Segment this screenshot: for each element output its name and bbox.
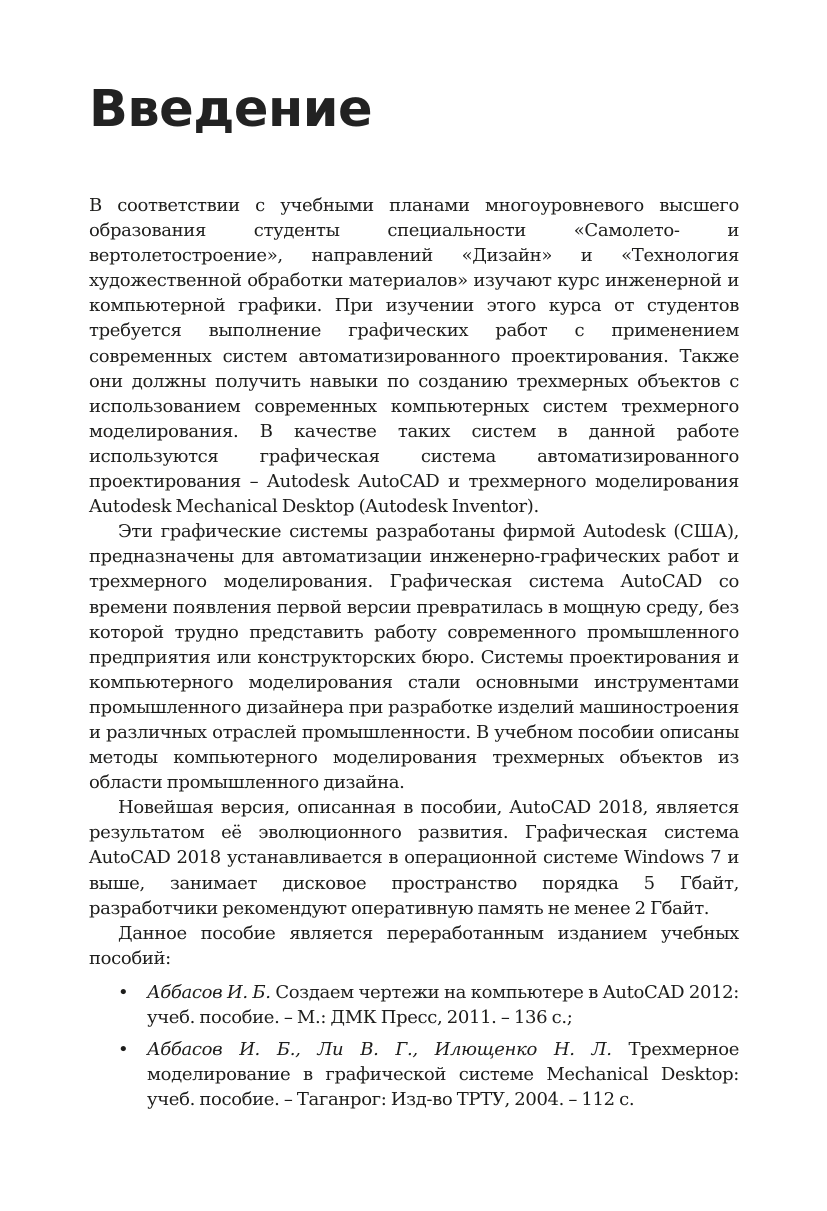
bullet-icon: • xyxy=(118,1039,129,1061)
paragraph-3: Новейшая версия, описанная в пособии, AutoCAD 2018, является результатом её эволюционного развития. Графическая система AutoCAD 2018 устанавливается в операционной системе Windows 7 и выше, занимает дисковое пространство порядка 5 Гбайт, разработчики рекомендуют оперативную память не менее 2 Гбайт. xyxy=(89,797,739,919)
paragraph-4: Данное пособие является переработанным изданием учебных пособий: xyxy=(89,922,739,969)
page-content xyxy=(89,78,739,1119)
list-item xyxy=(89,980,739,1030)
body-text xyxy=(89,193,739,971)
reference-text: Создаем чертежи на компьютере в AutoCAD 2012: учеб. пособие. – М.: ДМК Пресс, 2011. – 136 с.; xyxy=(147,981,739,1028)
reference-list xyxy=(89,980,739,1112)
reference-text: Трехмерное моделирование в графической системе Mechanical Desktop: учеб. пособие. – Таганрог: Изд-во ТРТУ, 2004. – 112 с. xyxy=(147,1039,739,1111)
reference-author: Аббасов И. Б., Ли В. Г., Илющенко Н. Л. xyxy=(147,1039,612,1061)
list-item xyxy=(89,1037,739,1112)
chapter-title: Введение xyxy=(89,80,373,139)
bullet-icon: • xyxy=(118,981,129,1003)
paragraph-1: В соответствии с учебными планами многоуровневого высшего образования студенты специальности «Самолето- и вертолетостроение», направлений «Дизайн» и «Технология художественной обработки материалов» изучают курс инженерной и компьютерной графики. При изучении этого курса от студентов требуется выполнение графических работ с применением современных систем автоматизированного проектирования. Также они должны получить навыки по созданию трехмерных объектов с использованием современных компьютерных систем трехмерного моделирования. В качестве таких систем в данной работе используются графическая система автоматизированного проектирования – Autodesk AutoCAD и трехмерного моделирования Autodesk Mechanical Desktop (Autodesk Inventor). xyxy=(89,195,739,518)
reference-author: Аббасов И. Б. xyxy=(147,981,271,1003)
paragraph-2: Эти графические системы разработаны фирмой Autodesk (США), предназначены для автоматизации инженерно-графических работ и трехмерного моделирования. Графическая система AutoCAD со времени появления первой версии превратилась в мощную среду, без которой трудно представить работу современного промышленного предприятия или конструкторских бюро. Системы проектирования и компьютерного моделирования стали основными инструментами промышленного дизайнера при разработке изделий машиностроения и различных отраслей промышленности. В учебном пособии описаны методы компьютерного моделирования трехмерных объектов из области промышленного дизайна. xyxy=(89,521,739,794)
